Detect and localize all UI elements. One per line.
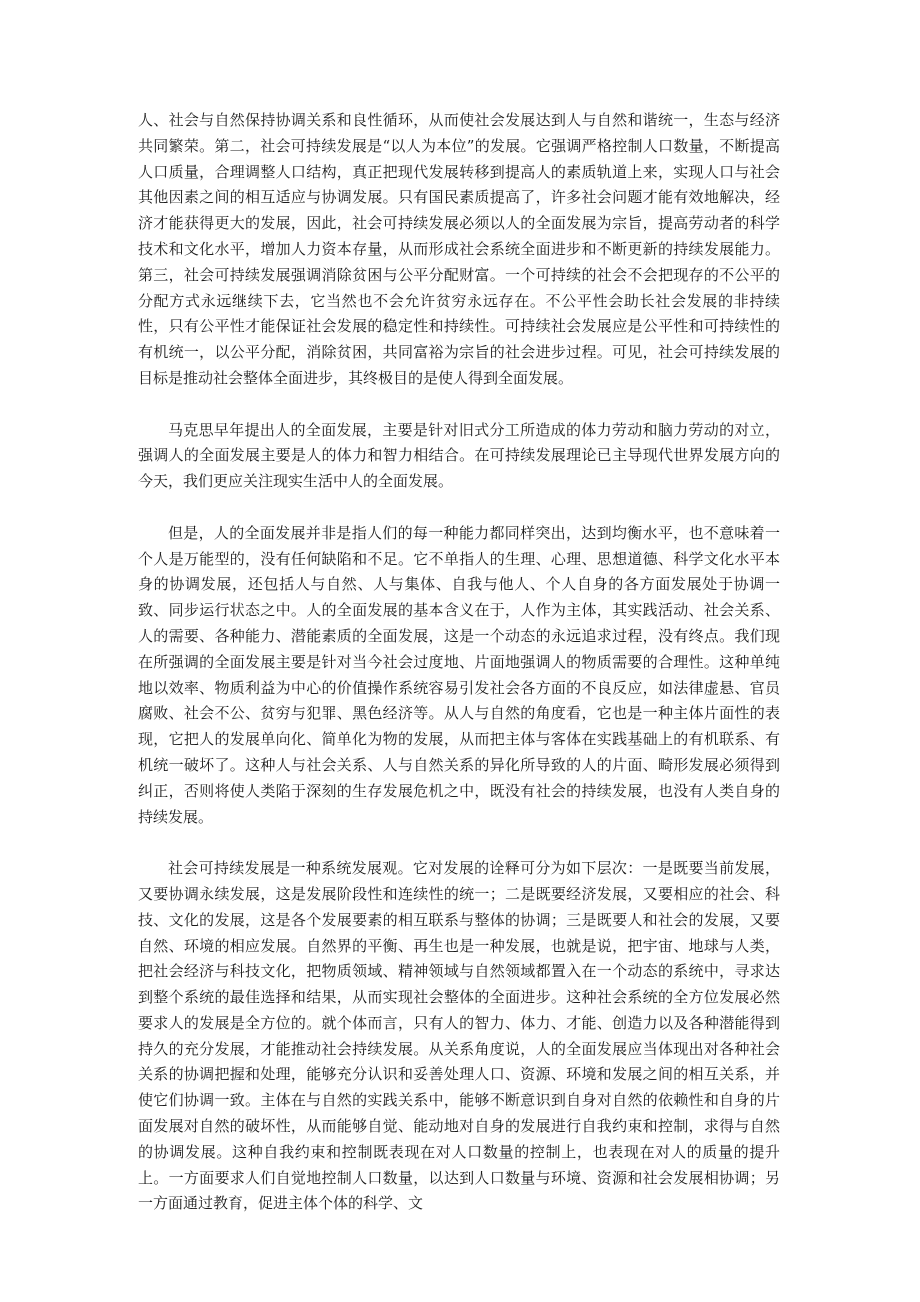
- paragraph-gap: [138, 830, 780, 856]
- paragraph-1: 人、社会与自然保持协调关系和良性循环，从而使社会发展达到人与自然和谐统一，生态与经济共同繁荣。第二，社会可持续发展是“以人为本位”的发展。它强调严格控制人口数量，不断提高人口质量，合理调整人口结构，真正把现代发展转移到提高人的素质轨道上来，实现人口与社会其他因素之间的相互适应与协调发展。只有国民素质提高了，许多社会问题才能有效地解决，经济才能获得更大的发展，因此，社会可持续发展必须以人的全面发展为宗旨，提高劳动者的科学技术和文化水平，增加人力资本存量，从而形成社会系统全面进步和不断更新的持续发展能力。第三，社会可持续发展强调消除贫困与公平分配财富。一个可持续的社会不会把现存的不公平的分配方式永远继续下去，它当然也不会允许贫穷永远存在。不公平性会助长社会发展的非持续性，只有公平性才能保证社会发展的稳定性和持续性。可持续社会发展应是公平性和可持续性的有机统一，以公平分配，消除贫困，共同富裕为宗旨的社会进步过程。可见，社会可持续发展的目标是推动社会整体全面进步，其终极目的是使人得到全面发展。: [138, 111, 780, 387]
- paragraph-gap: [138, 495, 780, 521]
- paragraph-gap: [138, 392, 780, 418]
- paragraph-4: 社会可持续发展是一种系统发展观。它对发展的诠释可分为如下层次：一是既要当前发展，又要协调永续发展，这是发展阶段性和连续性的统一；二是既要经济发展，又要相应的社会、科技、文化的发展，这是各个发展要素的相互联系与整体的协调；三是既要人和社会的发展，又要自然、环境的相应发展。自然界的平衡、再生也是一种发展，也就是说，把宇宙、地球与人类，把社会经济与科技文化，把物质领域、精神领域与自然领域都置入在一个动态的系统中，寻求达到整个系统的最佳选择和结果，从而实现社会整体的全面进步。这种社会系统的全方位发展必然要求人的发展是全方位的。就个体而言，只有人的智力、体力、才能、创造力以及各种潜能得到持久的充分发展，才能推动社会持续发展。从关系角度说，人的全面发展应当体现出对各种社会关系的协调把握和处理，能够充分认识和妥善处理人口、资源、环境和发展之间的相互关系，并使它们协调一致。主体在与自然的实践关系中，能够不断意识到自身对自然的依赖性和自身的片面发展对自然的破坏性，从而能够自觉、能动地对自身的发展进行自我约束和控制，求得与自然的协调发展。这种自我约束和控制既表现在对人口数量的控制上，也表现在对人的质量的提升上。一方面要求人们自觉地控制人口数量，以达到人口数量与环境、资源和社会发展相协调；另一方面通过教育，促进主体个体的科学、文: [138, 859, 780, 1213]
- paragraph-2: 马克思早年提出人的全面发展，主要是针对旧式分工所造成的体力劳动和脑力劳动的对立，强调人的全面发展主要是人的体力和智力相结合。在可持续发展理论已主导现代世界发展方向的今天，我们更应关注现实生活中人的全面发展。: [138, 420, 780, 491]
- document-body: [138, 108, 780, 1217]
- paragraph-3: 但是，人的全面发展并非是指人们的每一种能力都同样突出，达到均衡水平，也不意味着一个人是万能型的，没有任何缺陷和不足。它不单指人的生理、心理、思想道德、科学文化水平本身的协调发展，还包括人与自然、人与集体、自我与他人、个人自身的各方面发展处于协调一致、同步运行状态之中。人的全面发展的基本含义在于，人作为主体，其实践活动、社会关系、人的需要、各种能力、潜能素质的全面发展，这是一个动态的永远追求过程，没有终点。我们现在所强调的全面发展主要是针对当今社会过度地、片面地强调人的物质需要的合理性。这种单纯地以效率、物质利益为中心的价值操作系统容易引发社会各方面的不良反应，如法律虚悬、官员腐败、社会不公、贫穷与犯罪、黑色经济等。从人与自然的角度看，它也是一种主体片面性的表现，它把人的发展单向化、简单化为物的发展，从而把主体与客体在实践基础上的有机联系、有机统一破坏了。这种人与社会关系、人与自然关系的异化所导致的人的片面、畸形发展必须得到纠正，否则将使人类陷于深刻的生存发展危机之中，既没有社会的持续发展，也没有人类自身的持续发展。: [138, 523, 780, 826]
